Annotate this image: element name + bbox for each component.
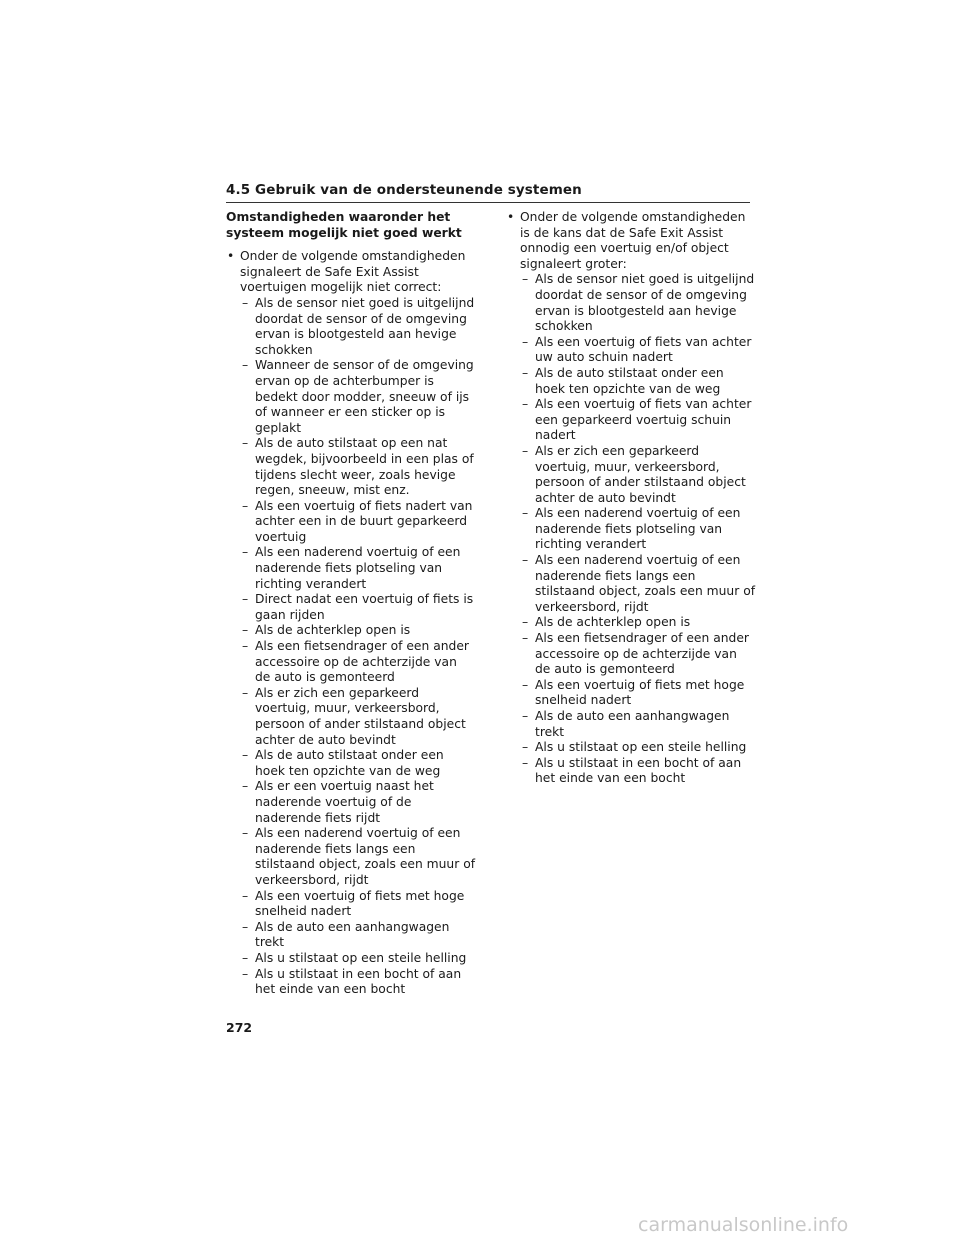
list-item-text: Als een fietsendrager of een ander accessoire op de achterzijde van de auto is gemonteerd: [535, 631, 749, 677]
sub-list: [226, 296, 476, 998]
list-item: [226, 592, 476, 623]
list-item: [506, 756, 756, 787]
dash-symbol: –: [522, 740, 529, 755]
dash-symbol: –: [522, 677, 529, 692]
list-item-text: Als de auto stilstaat onder een hoek ten opzichte van de weg: [535, 365, 724, 396]
list-item: [506, 740, 756, 756]
dash-symbol: –: [242, 748, 249, 763]
dash-symbol: –: [242, 779, 249, 794]
dash-symbol: –: [242, 295, 249, 310]
dash-symbol: –: [242, 498, 249, 513]
list-item: [226, 686, 476, 748]
list-item: [226, 826, 476, 888]
dash-symbol: –: [242, 685, 249, 700]
bullet-symbol: •: [507, 210, 515, 224]
list-item: [226, 358, 476, 436]
dash-symbol: –: [522, 506, 529, 521]
list-item: [506, 678, 756, 709]
list-item: [506, 615, 756, 631]
page-number: 272: [226, 1020, 253, 1035]
dash-symbol: –: [242, 919, 249, 934]
bullet-symbol: •: [227, 249, 235, 264]
dash-symbol: –: [242, 358, 249, 373]
list-item: [506, 335, 756, 366]
sub-list: [506, 272, 756, 787]
dash-symbol: –: [522, 755, 529, 770]
list-item-text: Als u stilstaat in een bocht of aan het einde van een bocht: [255, 966, 462, 997]
list-item: [506, 553, 756, 615]
dash-symbol: –: [522, 709, 529, 723]
bullet-item: [506, 210, 756, 272]
section-title: 4.5 Gebruik van de ondersteunende systemen: [226, 182, 582, 198]
dash-symbol: –: [522, 397, 529, 412]
left-column: [226, 210, 476, 998]
list-item: [226, 639, 476, 686]
dash-symbol: –: [522, 272, 529, 287]
list-item-text: Als een voertuig of fiets met hoge snelheid nadert: [535, 677, 745, 708]
dash-symbol: –: [522, 631, 529, 646]
watermark: carmanualsonline.info: [638, 1214, 849, 1236]
list-item: [226, 499, 476, 546]
list-item-text: Als de sensor niet goed is uitgelijnd doordat de sensor of de omgeving ervan is blootgesteld aan hevige schokken: [535, 272, 755, 334]
dash-symbol: –: [522, 365, 529, 380]
list-item-text: Als een voertuig of fiets nadert van achter een in de buurt geparkeerd voertuig: [255, 498, 473, 544]
list-item-text: Als de achterklep open is: [535, 615, 691, 630]
list-item-text: Als een fietsendrager of een ander accessoire op de achterzijde van de auto is gemonteerd: [255, 639, 469, 685]
list-item-text: Als een naderend voertuig of een naderende fiets langs een stilstaand object, zoals een muur of verkeersbord, rijdt: [535, 553, 756, 614]
list-item: [506, 397, 756, 444]
list-item: [226, 951, 476, 967]
list-item: [506, 444, 756, 506]
bullet-text: Onder de volgende omstandigheden signaleert de Safe Exit Assist voertuigen mogelijk niet correct:: [240, 249, 466, 295]
list-item-text: Direct nadat een voertuig of fiets is gaan rijden: [255, 592, 474, 622]
list-item: [226, 623, 476, 639]
list-item: [506, 366, 756, 397]
list-item-text: Als u stilstaat op een steile helling: [255, 950, 467, 965]
list-item-text: Als een voertuig of fiets van achter een geparkeerd voertuig schuin nadert: [535, 397, 752, 443]
dash-symbol: –: [242, 436, 249, 451]
list-item-text: Als er zich een geparkeerd voertuig, muur, verkeersbord, persoon of ander stilstaand object achter de auto bevindt: [535, 443, 746, 505]
dash-symbol: –: [522, 334, 529, 349]
list-item: [226, 545, 476, 592]
list-item-text: Als een naderend voertuig of een naderende fiets langs een stilstaand object, zoals een muur of verkeersbord, rijdt: [255, 826, 476, 887]
dash-symbol: –: [242, 966, 249, 981]
dash-symbol: –: [522, 615, 529, 630]
dash-symbol: –: [242, 950, 249, 965]
dash-symbol: –: [522, 443, 529, 458]
list-item-text: Als u stilstaat in een bocht of aan het einde van een bocht: [535, 755, 742, 786]
list-item: [226, 779, 476, 826]
dash-symbol: –: [242, 545, 249, 560]
right-column: [506, 210, 756, 787]
list-item: [226, 436, 476, 498]
list-item: [226, 296, 476, 358]
list-item-text: Als een voertuig of fiets met hoge snelheid nadert: [255, 888, 465, 919]
list-item-text: Als een naderend voertuig of een naderende fiets plotseling van richting verandert: [535, 506, 741, 552]
dash-symbol: –: [522, 553, 529, 568]
list-item: [506, 631, 756, 678]
list-item-text: Als er een voertuig naast het naderende voertuig of de naderende fiets rijdt: [255, 779, 434, 825]
list-item: [506, 506, 756, 553]
list-item: [226, 920, 476, 951]
list-item: [226, 889, 476, 920]
list-item-text: Als de sensor niet goed is uitgelijnd doordat de sensor of de omgeving ervan is blootgesteld aan hevige schokken: [255, 295, 475, 357]
bullet-text: Onder de volgende omstandigheden is de kans dat de Safe Exit Assist onnodig een voertuig en/of object signaleert groter:: [520, 210, 746, 271]
section-heading: Omstandigheden waaronder het systeem mogelijk niet goed werkt: [226, 210, 462, 240]
list-item-text: Als een naderend voertuig of een naderende fiets plotseling van richting verandert: [255, 545, 461, 591]
list-item: [506, 709, 756, 740]
list-item-text: Als u stilstaat op een steile helling: [535, 740, 747, 755]
dash-symbol: –: [242, 826, 249, 841]
list-item-text: Als de achterklep open is: [255, 623, 411, 638]
section-header: [226, 179, 750, 203]
list-item-text: Als de auto een aanhangwagen trekt: [255, 919, 450, 950]
list-item: [226, 748, 476, 779]
list-item-text: Als de auto stilstaat onder een hoek ten opzichte van de weg: [255, 748, 444, 778]
bullet-item: [226, 249, 476, 296]
list-item-text: Als een voertuig of fiets van achter uw auto schuin nadert: [535, 334, 752, 365]
dash-symbol: –: [242, 639, 249, 654]
list-item: [226, 967, 476, 998]
dash-symbol: –: [242, 888, 249, 903]
list-item-text: Wanneer de sensor of de omgeving ervan op de achterbumper is bedekt door modder, sneeuw of ijs of wanneer er een sticker op is geplakt: [255, 358, 474, 435]
list-item: [506, 272, 756, 334]
list-item-text: Als er zich een geparkeerd voertuig, muur, verkeersbord, persoon of ander stilstaand object achter de auto bevindt: [255, 685, 466, 747]
dash-symbol: –: [242, 623, 249, 638]
dash-symbol: –: [242, 592, 249, 607]
list-item-text: Als de auto stilstaat op een nat wegdek, bijvoorbeeld in een plas of tijdens slecht weer, zoals hevige regen, sneeuw, mist enz.: [255, 436, 474, 498]
list-item-text: Als de auto een aanhangwagen trekt: [535, 709, 730, 739]
